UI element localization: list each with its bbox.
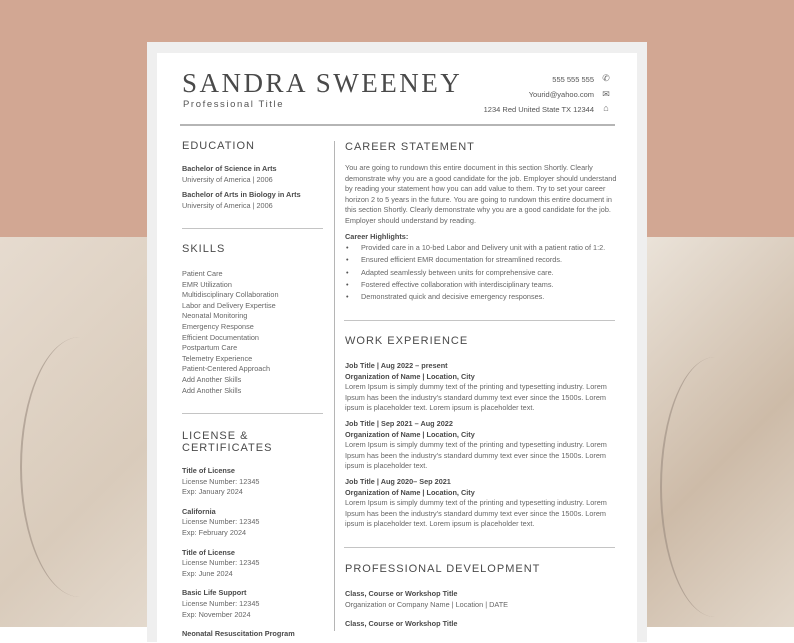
licenses-heading: LICENSE & CERTIFICATES [182,430,273,454]
license-exp: Exp: January 2024 [182,487,243,497]
course-entry [345,619,620,630]
degree: Bachelor of Arts in Biology in Arts [182,190,301,200]
skills-list [182,269,327,396]
email-text: Yourid@yahoo.com [528,90,594,99]
course-title: Class, Course or Workshop Title [345,619,458,629]
highlight: • Adapted seamlessly between units for comprehensive care. [345,267,620,279]
job-desc: Lorem Ipsum is simply dummy text of the printing and typesetting industry. Lorem Ipsum has been the industry's standard dummy text ever since the 1500s. Lorem ipsum is placeholder text. [345,440,607,471]
skill: Patient Care [182,269,223,278]
license-title: California [182,506,216,516]
skill: Labor and Delivery Expertise [182,300,276,310]
address-text: 1234 Red United State TX 12344 [483,105,594,114]
license-number: License Number: 12345 [182,476,260,486]
course-title: Class, Course or Workshop Title [345,589,458,598]
school: University of America | 2006 [182,174,273,184]
education-heading: EDUCATION [182,140,255,152]
floral-decoration [660,357,770,617]
divider [344,547,615,548]
job-org: Organization of Name | Location, City [345,487,475,497]
skill: Postpartum Care [182,343,238,353]
license-title: Basic Life Support [182,588,247,598]
course-detail: Organization or Company Name | Location | DATE [345,599,509,609]
license-item [182,507,332,539]
license-title: Title of License [182,466,235,475]
skill: Neonatal Monitoring [182,311,248,321]
license-title: Title of License [182,547,235,557]
license-item [182,548,332,580]
professional-title: Professional Title [183,99,285,110]
header-divider [180,124,615,126]
divider [344,320,615,321]
highlights-label: Career Highlights: [345,231,409,241]
skill: Multidisciplinary Collaboration [182,290,279,300]
candidate-name: SANDRA SWEENEY [182,68,463,98]
education-item [182,164,327,211]
phone-text: 555 555 555 [552,75,594,84]
license-item [182,466,332,498]
skill: Add Another Skills [182,374,242,384]
skill: Efficient Documentation [182,332,259,342]
job-title: Job Title | Sep 2021 – Aug 2022 [345,418,453,428]
phone-icon: ✆ [602,73,610,83]
career-statement: You are going to rundown this entire document in this section Shortly. Clearly demonstrate why you are a good candidate for the job. Employer should understand by reading your statement how you can add value to them. Try to set your career horizon 2 to 5 years in the future. You are going to rundown this entire document in this section Shortly. Clearly demonstrate why you are a good candidate for the job. Employer should understand by reading. [345,163,617,225]
license-title: Neonatal Resuscitation Program [182,629,295,639]
skill: Emergency Response [182,321,254,331]
highlights-list [345,242,620,303]
floral-decoration [20,337,140,597]
job-desc: Lorem Ipsum is simply dummy text of the printing and typesetting industry. Lorem Ipsum has been the industry's standard dummy text ever since the 1500s. Lorem ipsum is placeholder text. Lorem ipsum is placeholder text. [345,382,607,413]
work-heading: WORK EXPERIENCE [345,335,469,347]
degree: Bachelor of Science in Arts [182,164,277,173]
license-item [182,629,332,640]
license-item [182,588,332,620]
home-icon: ⌂ [603,103,609,113]
course-entry [345,589,620,610]
envelope-icon: ✉ [602,89,610,99]
license-number: License Number: 12345 [182,558,260,568]
highlight: • Fostered effective collaboration with interdisciplinary teams. [345,279,620,291]
skills-heading: SKILLS [182,243,226,255]
license-exp: Exp: November 2024 [182,609,251,619]
highlight: • Demonstrated quick and decisive emergency responses. [345,291,620,303]
skill: EMR Utilization [182,279,232,289]
job-entry [345,361,620,414]
skill: Add Another Skills [182,385,242,395]
job-desc: Lorem Ipsum is simply dummy text of the printing and typesetting industry. Lorem Ipsum has been the industry's standard dummy text ever since the 1500s. Lorem ipsum is placeholder text. Lorem ipsum is placeholder text. [345,498,607,529]
divider [182,228,323,229]
highlight: • Provided care in a 10-bed Labor and Delivery unit with a patient ratio of 1:2. [345,242,620,254]
license-exp: Exp: February 2024 [182,527,247,537]
license-number: License Number: 12345 [182,598,260,608]
job-title: Job Title | Aug 2020– Sep 2021 [345,476,451,486]
job-org: Organization of Name | Location, City [345,429,475,439]
skill: Telemetry Experience [182,353,253,363]
license-number: License Number: 12345 [182,517,260,527]
job-entry [345,419,620,472]
license-exp: Exp: June 2024 [182,568,233,578]
column-divider [334,141,335,631]
career-heading: CAREER STATEMENT [345,141,475,153]
job-org: Organization of Name | Location, City [345,371,475,381]
highlight: • Ensured efficient EMR documentation for streamlined records. [345,254,620,266]
school: University of America | 2006 [182,200,273,210]
job-title: Job Title | Aug 2022 – present [345,361,448,370]
job-entry [345,477,620,530]
divider [182,413,323,414]
skill: Patient-Centered Approach [182,364,271,374]
development-heading: PROFESSIONAL DEVELOPMENT [345,563,541,575]
